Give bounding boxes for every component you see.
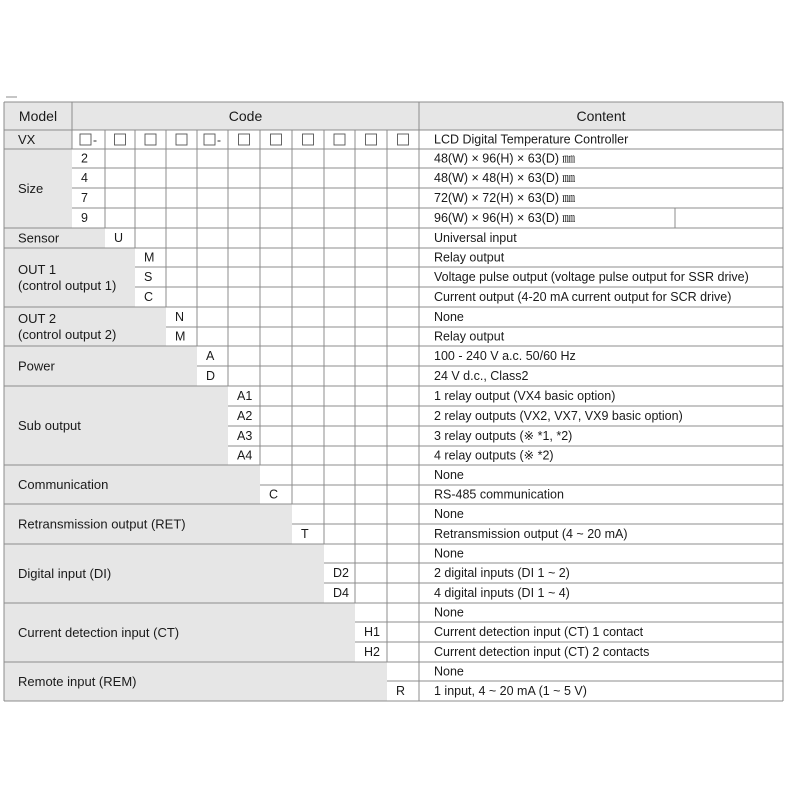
- code-placeholder-box: [271, 134, 282, 145]
- content-value: 1 relay output (VX4 basic option): [434, 389, 616, 403]
- content-value: 100 - 240 V a.c. 50/60 Hz: [434, 349, 576, 363]
- code-placeholder-box: [176, 134, 187, 145]
- code-placeholder-box: [334, 134, 345, 145]
- code-value: 4: [81, 171, 88, 185]
- code-value: S: [144, 270, 153, 284]
- header-row: [4, 102, 783, 130]
- group-label: OUT 2: [18, 311, 57, 326]
- group-label: OUT 1: [18, 262, 57, 277]
- group-label: (control output 2): [18, 327, 117, 342]
- model-name: VX: [18, 132, 36, 147]
- content-value: 4 digital inputs (DI 1 ~ 4): [434, 586, 570, 600]
- code-placeholder-box: [204, 134, 215, 145]
- code-value: H2: [364, 645, 380, 659]
- group-label: Retransmission output (RET): [18, 516, 186, 532]
- content-value: None: [434, 546, 464, 561]
- code-value: A: [206, 349, 215, 363]
- code-value: A1: [237, 389, 253, 403]
- code-placeholder-box: [366, 134, 377, 145]
- content-value: None: [434, 507, 464, 521]
- content-value: 3 relay outputs (※ *1, *2): [434, 429, 573, 443]
- content-value: 2 digital inputs (DI 1 ~ 2): [434, 566, 570, 580]
- content-value: 4 relay outputs (※ *2): [434, 448, 554, 463]
- content-value: Universal input: [434, 231, 517, 245]
- group-label: Remote input (REM): [18, 674, 137, 689]
- code-placeholder-box: [239, 134, 250, 145]
- code-value: T: [301, 527, 309, 541]
- content-value: None: [434, 605, 464, 620]
- content-value: None: [434, 664, 464, 679]
- code-placeholder-box: [145, 134, 156, 145]
- content-value: Voltage pulse output (voltage pulse output for SSR drive): [434, 270, 749, 284]
- code-value: A3: [237, 429, 253, 443]
- group-label: Power: [18, 358, 55, 374]
- content-value: Relay output: [434, 329, 505, 344]
- code-value: C: [144, 290, 154, 304]
- code-value: C: [269, 487, 279, 502]
- content-value: 96(W) × 96(H) × 63(D) ㎜: [434, 211, 576, 225]
- code-value: R: [396, 684, 406, 698]
- code-value: U: [114, 231, 124, 245]
- code-value: A2: [237, 409, 253, 423]
- group-label: Communication: [18, 477, 109, 492]
- content-value: RS-485 communication: [434, 487, 564, 502]
- content-value: Current detection input (CT) 1 contact: [434, 625, 644, 639]
- code-value: M: [175, 329, 186, 344]
- code-value: N: [175, 310, 185, 324]
- content-value: None: [434, 468, 464, 482]
- header-code: Code: [228, 108, 263, 124]
- content-value: 48(W) × 96(H) × 63(D) ㎜: [434, 151, 576, 166]
- code-value: 7: [81, 191, 88, 205]
- group-label: Sub output: [18, 418, 81, 433]
- code-value: D4: [333, 586, 349, 600]
- model-cell: [4, 130, 72, 149]
- code-placeholder-box: [80, 134, 91, 145]
- content-value: 24 V d.c., Class2: [434, 369, 529, 383]
- group-label: (control output 1): [18, 278, 117, 293]
- code-value: D2: [333, 566, 349, 580]
- content-value: 2 relay outputs (VX2, VX7, VX9 basic option): [434, 409, 683, 423]
- content-value: Relay output: [434, 250, 505, 265]
- code-placeholder-box: [303, 134, 314, 145]
- content-value: Current output (4-20 mA current output for SCR drive): [434, 290, 732, 304]
- content-value: Retransmission output (4 ~ 20 mA): [434, 527, 628, 541]
- group-label: Digital input (DI): [18, 566, 112, 581]
- group-label: Sensor: [18, 230, 60, 246]
- content-value: 48(W) × 48(H) × 63(D) ㎜: [434, 171, 576, 185]
- code-value: A4: [237, 448, 253, 463]
- code-placeholder-box: [115, 134, 126, 145]
- code-placeholder-box: [398, 134, 409, 145]
- code-value: 2: [81, 151, 88, 166]
- code-value: D: [206, 369, 216, 383]
- model-description: LCD Digital Temperature Controller: [434, 132, 629, 147]
- group-label: Current detection input (CT): [18, 625, 180, 640]
- code-value: H1: [364, 625, 380, 639]
- content-value: 1 input, 4 ~ 20 mA (1 ~ 5 V): [434, 684, 587, 698]
- content-value: None: [434, 310, 464, 324]
- header-model: Model: [18, 108, 58, 124]
- header-content: Content: [576, 108, 626, 124]
- content-value: Current detection input (CT) 2 contacts: [434, 645, 650, 659]
- content-value: 72(W) × 72(H) × 63(D) ㎜: [434, 191, 576, 205]
- group-label: Size: [18, 181, 44, 196]
- code-value: M: [144, 250, 155, 265]
- code-value: 9: [81, 211, 88, 225]
